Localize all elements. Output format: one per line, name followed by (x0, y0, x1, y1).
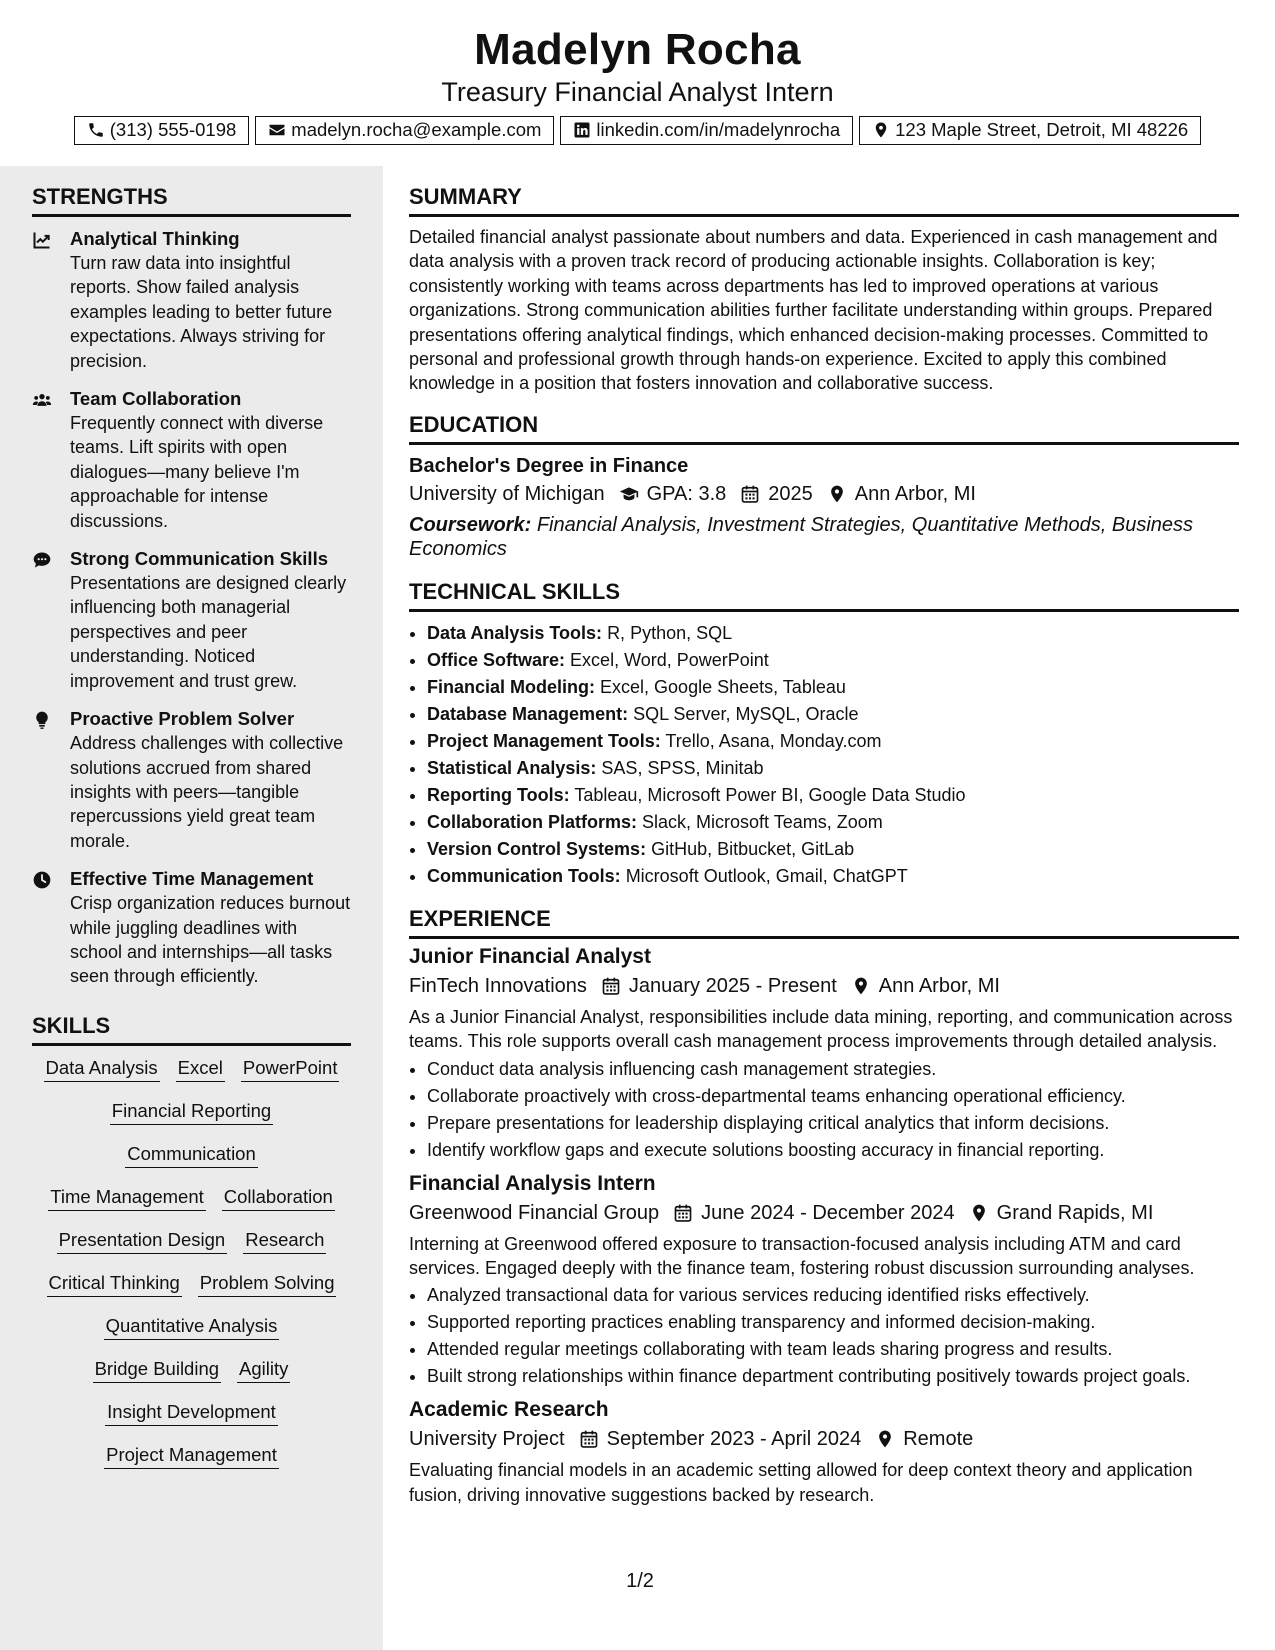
map-pin-icon (851, 976, 871, 996)
map-pin-icon (827, 484, 847, 504)
strengths-heading: STRENGTHS (32, 182, 351, 217)
skill-tag: Data Analysis (44, 1056, 160, 1082)
job-location: Remote (903, 1428, 974, 1451)
strength-desc: Frequently connect with diverse teams. Lift spirits with open dialogues—many believe I'm approachable for intense discussions. (70, 413, 324, 531)
contact-email[interactable] (255, 116, 554, 145)
skill-tag: Problem Solving (198, 1271, 337, 1297)
calendar-icon (673, 1203, 693, 1223)
users-icon (32, 390, 52, 410)
list-item: • Identify workflow gaps and execute solutions boosting accuracy in financial reporting. (427, 1137, 1239, 1164)
skill-tag: Excel (176, 1056, 225, 1082)
contact-phone-text: (313) 555-0198 (109, 119, 237, 140)
main-content (409, 166, 1239, 1509)
strength-item (32, 547, 351, 693)
map-pin-icon (875, 1429, 895, 1449)
phone-icon (87, 121, 105, 139)
linkedin-icon (573, 121, 591, 139)
strength-title: Proactive Problem Solver (70, 708, 295, 730)
education-coursework (409, 513, 1239, 561)
list-item: • Database Management: SQL Server, MySQL, Oracle (427, 701, 1239, 728)
resume-header (0, 0, 1275, 142)
skill-tag: Financial Reporting (110, 1099, 273, 1125)
strength-desc: Address challenges with collective solutions accrued from shared insights with peers—tangible repercussions yield great team morale. (70, 733, 344, 851)
strength-desc: Presentations are designed clearly influencing both managerial perspectives and peer understanding. Noticed improvement and trust grew. (70, 573, 347, 691)
education-meta (409, 479, 1239, 509)
summary-text: Detailed financial analyst passionate about numbers and data. Experienced in cash management and data analysis with a proven track record of producing actionable insights. Collaboration is key; consistently working with teams across departments has led to improved operations at various organizations. Strong communication abilities further facilitate understanding within groups. Prepared presentations offering analytical findings, which enhanced decision-making processes. Committed to personal and professional growth through hands-on experience. Excited to apply this combined knowledge in a position that fosters innovation and collaborative success. (409, 227, 1218, 394)
education-degree: Bachelor's Degree in Finance (409, 454, 689, 477)
map-pin-icon (969, 1203, 989, 1223)
strength-item (32, 387, 351, 533)
job-company: Greenwood Financial Group (409, 1201, 660, 1224)
candidate-name: Madelyn Rocha (474, 25, 801, 74)
strength-desc: Crisp organization reduces burnout while juggling deadlines with school and internships—all tasks seen through efficiently. (70, 893, 351, 987)
list-item: • Communication Tools: Microsoft Outlook, Gmail, ChatGPT (427, 863, 1239, 890)
candidate-title: Treasury Financial Analyst Intern (441, 77, 834, 107)
job-title: Academic Research (409, 1398, 609, 1422)
skill-tag: Project Management (104, 1443, 279, 1469)
job-meta (409, 1198, 1239, 1228)
contact-linkedin[interactable] (560, 116, 853, 145)
education-school: University of Michigan (409, 482, 605, 505)
job-dates: September 2023 - April 2024 (606, 1428, 862, 1451)
education-heading: EDUCATION (409, 410, 1239, 445)
contact-phone[interactable] (74, 116, 250, 145)
contact-bar (0, 116, 1275, 145)
education-gpa: GPA: 3.8 (646, 482, 727, 505)
strength-item (32, 867, 351, 989)
list-item: • Conduct data analysis influencing cash management strategies. (427, 1056, 1239, 1083)
contact-address (859, 116, 1201, 145)
list-item: • Reporting Tools: Tableau, Microsoft Power BI, Google Data Studio (427, 782, 1239, 809)
page-number: 1/2 (626, 1570, 654, 1592)
contact-linkedin-text: linkedin.com/in/madelynrocha (596, 119, 841, 140)
job-entry (409, 943, 1239, 1164)
skill-tag: Research (243, 1228, 326, 1254)
job-location: Ann Arbor, MI (878, 974, 1000, 997)
list-item: • Data Analysis Tools: R, Python, SQL (427, 620, 1239, 647)
skill-tag: Insight Development (105, 1400, 278, 1426)
envelope-icon (268, 121, 286, 139)
map-pin-icon (872, 121, 890, 139)
strength-title: Team Collaboration (70, 388, 242, 410)
contact-email-text: madelyn.rocha@example.com (291, 119, 542, 140)
list-item: • Collaborate proactively with cross-departmental teams enhancing operational efficiency. (427, 1083, 1239, 1110)
calendar-icon (601, 976, 621, 996)
job-dates: January 2025 - Present (628, 974, 837, 997)
experience-heading: EXPERIENCE (409, 904, 1239, 939)
job-company: FinTech Innovations (409, 974, 587, 997)
list-item: • Version Control Systems: GitHub, Bitbucket, GitLab (427, 836, 1239, 863)
skill-tag: Time Management (48, 1185, 206, 1211)
list-item: • Analyzed transactional data for various services reducing identified risks effectively. (427, 1282, 1239, 1309)
list-item: • Attended regular meetings collaborating with team leads sharing progress and results. (427, 1336, 1239, 1363)
job-meta (409, 971, 1239, 1001)
list-item: • Statistical Analysis: SAS, SPSS, Minitab (427, 755, 1239, 782)
skill-tag: Agility (237, 1357, 290, 1383)
job-entry (409, 1396, 1239, 1507)
calendar-icon (579, 1429, 599, 1449)
list-item: • Office Software: Excel, Word, PowerPoint (427, 647, 1239, 674)
sidebar (0, 166, 383, 1650)
lightbulb-icon (32, 710, 52, 730)
job-bullets (409, 1056, 1239, 1164)
job-description: As a Junior Financial Analyst, responsibilities include data mining, reporting, and communication across teams. This role supports overall cash management process improvements through detailed analysis. (409, 1006, 1233, 1052)
comment-icon (32, 550, 52, 570)
strength-item (32, 707, 351, 853)
list-item: • Prepare presentations for leadership displaying critical analytics that inform decisions. (427, 1110, 1239, 1137)
chart-line-icon (32, 230, 52, 250)
graduation-cap-icon (619, 484, 639, 504)
job-entry (409, 1170, 1239, 1391)
strength-title: Effective Time Management (70, 868, 314, 890)
skills-heading: SKILLS (32, 1011, 351, 1046)
calendar-icon (740, 484, 760, 504)
strength-item (32, 227, 351, 373)
contact-address-text: 123 Maple Street, Detroit, MI 48226 (895, 119, 1189, 140)
education-year: 2025 (768, 482, 813, 505)
clock-icon (32, 870, 52, 890)
strength-title: Analytical Thinking (70, 228, 240, 249)
technical-skills-heading: TECHNICAL SKILLS (409, 577, 1239, 612)
coursework-text: Financial Analysis, Investment Strategies, Quantitative Methods, Business Economics (409, 513, 1194, 560)
job-title: Financial Analysis Intern (409, 1171, 656, 1195)
skill-tag: Bridge Building (93, 1357, 221, 1383)
skill-tag: Quantitative Analysis (104, 1314, 280, 1340)
list-item: • Project Management Tools: Trello, Asana, Monday.com (427, 728, 1239, 755)
job-dates: June 2024 - December 2024 (701, 1201, 955, 1224)
strength-desc: Turn raw data into insightful reports. Show failed analysis examples leading to better future expectations. Always striving for precision. (70, 253, 333, 371)
skill-tag: PowerPoint (241, 1056, 340, 1082)
job-company: University Project (409, 1428, 565, 1451)
list-item: • Supported reporting practices enabling transparency and informed decision-making. (427, 1309, 1239, 1336)
coursework-label: Coursework: (409, 513, 532, 536)
list-item: • Built strong relationships within finance department contributing positively towards project goals. (427, 1363, 1239, 1390)
education-location: Ann Arbor, MI (854, 482, 976, 505)
skill-tag: Collaboration (222, 1185, 335, 1211)
summary-heading: SUMMARY (409, 182, 1239, 217)
job-meta (409, 1424, 1239, 1454)
job-bullets (409, 1282, 1239, 1390)
job-description: Interning at Greenwood offered exposure to transaction-focused analysis including ATM and card services. Engaged deeply with the finance team, fostering robust discussion surrounding analyses. (409, 1233, 1195, 1279)
strength-title: Strong Communication Skills (70, 548, 328, 570)
skill-tag: Presentation Design (57, 1228, 228, 1254)
list-item: • Collaboration Platforms: Slack, Microsoft Teams, Zoom (427, 809, 1239, 836)
skills-list (32, 1056, 351, 1469)
technical-skills-list (409, 620, 1239, 890)
skill-tag: Communication (125, 1142, 258, 1168)
job-title: Junior Financial Analyst (409, 944, 651, 968)
job-description: Evaluating financial models in an academic setting allowed for deep context theory and application fusion, driving innovative suggestions backed by research. (409, 1460, 1193, 1505)
skill-tag: Critical Thinking (47, 1271, 182, 1297)
list-item: • Financial Modeling: Excel, Google Sheets, Tableau (427, 674, 1239, 701)
job-location: Grand Rapids, MI (996, 1201, 1154, 1224)
